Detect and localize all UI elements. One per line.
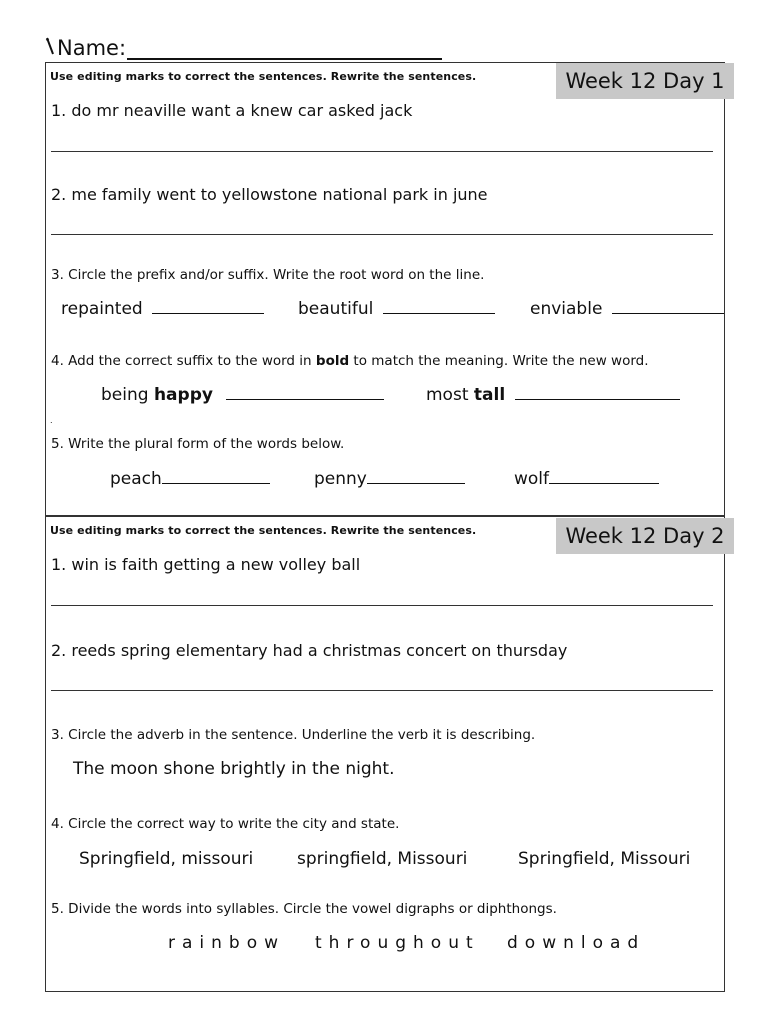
day2-q4: 4. Circle the correct way to write the city and state. [51,816,400,832]
day1-q3-word-2 [298,299,495,319]
q4-text-post: to match the meaning. Write the new word. [349,353,649,369]
day2-q1: 1. win is faith getting a new volley ball [51,555,361,574]
day1-q3: 3. Circle the prefix and/or suffix. Write the root word on the line. [51,267,485,283]
day1-q1: 1. do mr neaville want a knew car asked jack [51,101,413,120]
day2-q5-word-3[interactable]: download [507,933,646,953]
day2-badge: Week 12 Day 2 [556,518,734,554]
answer-blank[interactable] [549,470,659,484]
day1-q5-word-1 [110,469,270,489]
answer-blank[interactable] [515,386,680,400]
q4-text-bold: bold [315,353,350,369]
answer-blank[interactable] [612,300,724,314]
item-prefix: being [101,385,154,405]
word-label: beautiful [298,299,374,319]
day2-q5-word-1[interactable]: rainbow [168,933,285,953]
word-label: penny [314,469,367,489]
day1-q5-word-2 [314,469,465,489]
name-row [45,30,445,60]
answer-blank[interactable] [383,300,495,314]
day2-q3: 3. Circle the adverb in the sentence. Underline the verb it is describing. [51,727,536,743]
day2-q4-option-2[interactable]: springfield, Missouri [297,849,468,869]
word-label: repainted [61,299,143,319]
pencil-icon [45,36,55,60]
day2-section [45,516,725,992]
day2-q4-option-3[interactable]: Springfield, Missouri [518,849,691,869]
day1-q3-word-1 [61,299,264,319]
day2-instruction: Use editing marks to correct the sentences. Rewrite the sentences. [50,524,477,537]
name-label: Name: [57,36,127,60]
day2-q2-answer-line[interactable] [51,690,713,691]
day1-q2-answer-line[interactable] [51,234,713,235]
day2-q5: 5. Divide the words into syllables. Circle the vowel digraphs or diphthongs. [51,901,557,917]
day2-q4-option-1[interactable]: Springfield, missouri [79,849,254,869]
day1-q1-answer-line[interactable] [51,151,713,152]
day2-q3-sentence[interactable]: The moon shone brightly in the night. [73,759,395,779]
word-label: peach [110,469,162,489]
name-input-line[interactable] [127,40,442,60]
word-label: wolf [514,469,550,489]
day1-q5-word-3 [514,469,659,489]
day2-q5-word-2[interactable]: throughout [315,933,480,953]
day1-q4-item-1 [101,385,384,405]
answer-blank[interactable] [162,470,270,484]
item-prefix: most [426,385,474,405]
item-bold-word: happy [153,385,213,405]
answer-blank[interactable] [367,470,465,484]
day1-badge: Week 12 Day 1 [556,63,734,99]
item-bold-word: tall [473,385,506,405]
day1-q5: 5. Write the plural form of the words below. [51,436,345,452]
day1-q4-item-2 [426,385,680,405]
day1-section [45,62,725,516]
day1-q2: 2. me family went to yellowstone national park in june [51,185,488,204]
q4-text-pre: 4. Add the correct suffix to the word in [51,353,316,369]
day2-q1-answer-line[interactable] [51,605,713,606]
answer-blank[interactable] [226,386,384,400]
stray-dot: . [50,416,53,425]
day1-instruction: Use editing marks to correct the sentences. Rewrite the sentences. [50,70,477,83]
day1-q4 [51,353,649,369]
answer-blank[interactable] [152,300,264,314]
day1-q3-word-3 [530,299,724,319]
word-label: enviable [530,299,603,319]
day2-q2: 2. reeds spring elementary had a christmas concert on thursday [51,641,568,660]
